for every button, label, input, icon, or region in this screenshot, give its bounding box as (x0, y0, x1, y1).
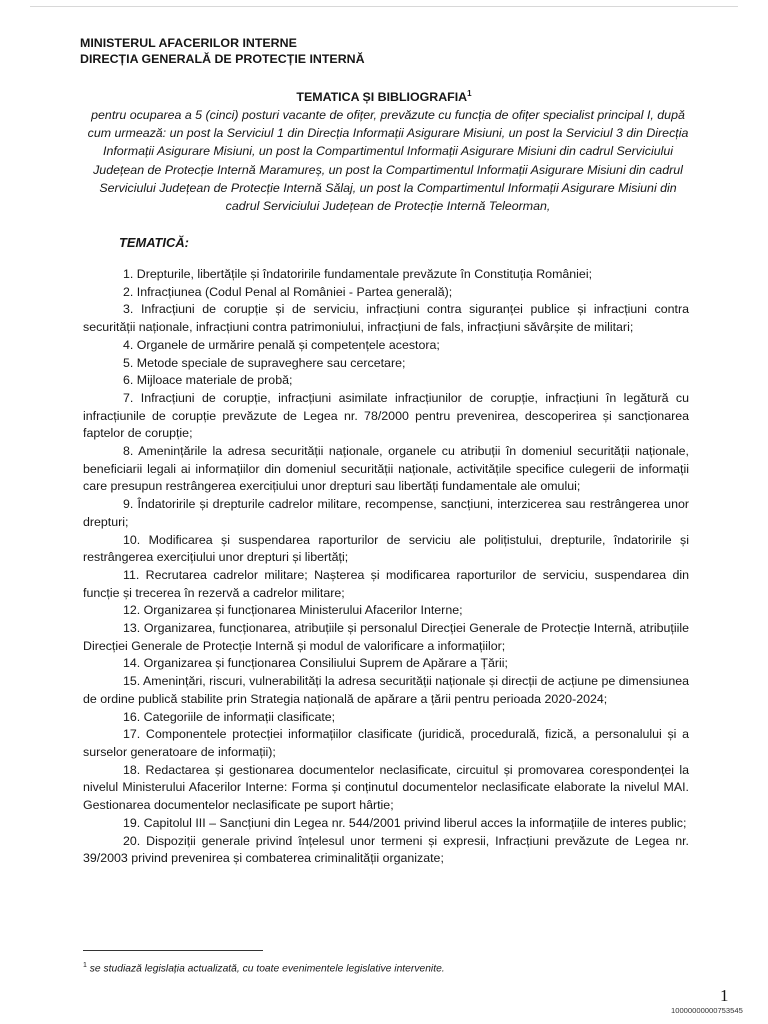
topic-item: 11. Recrutarea cadrelor militare; Nașterea și modificarea raporturilor de serviciu, suspendarea din funcție și trecerea în rezervă a cadrelor militare; (83, 567, 689, 600)
topic-item: 1. Drepturile, libertățile și îndatoririle fundamentale prevăzute în Constituția României; (123, 267, 593, 281)
topic-item: 17. Componentele protecției informațiilor clasificate (juridică, procedurală, fizică, a personalului și a surselor generatoare de informații); (83, 727, 689, 759)
topic-item: 2. Infracțiunea (Codul Penal al României - Partea generală); (123, 284, 453, 299)
topic-item: 15. Amenințări, riscuri, vulnerabilități la adresa securității naționale și direcții de acțiune pe dimensiunea de ordine publică stabilite prin Strategia națională de apărare a țării pentru perioada 2020-2024; (83, 674, 689, 706)
document-title (0, 90, 768, 105)
topic-item: 5. Metode speciale de supraveghere sau cercetare; (123, 355, 406, 370)
topic-item: 3. Infracțiuni de corupție și de serviciu, infracțiuni contra siguranței publice și infracțiuni contra securității naționale, infracțiuni contra patrimoniului, infracțiuni de fals, infracțiuni săvârșite de militari; (83, 302, 689, 335)
topic-item: 20. Dispoziții generale privind înțelesul unor termeni și expresii, Infracțiuni prevăzute de Legea nr. 39/2003 privind prevenirea și combaterea criminalității organizate; (83, 833, 689, 866)
title-footnote-marker: 1 (467, 88, 472, 98)
ministry-name: MINISTERUL AFACERILOR INTERNE (80, 36, 297, 50)
topic-item: 6. Mijloace materiale de probă; (123, 373, 293, 388)
topic-item: 19. Capitolul III – Sancțiuni din Legea nr. 544/2001 privind liberul acces la informațiile de interes public; (123, 815, 687, 830)
topic-list (83, 266, 689, 868)
topic-item: 10. Modificarea și suspendarea raporturilor de serviciu ale polițistului, drepturile, îndatoririle și restrângerea exercițiului unor drepturi și libertăți; (83, 532, 689, 565)
scan-edge-line (30, 6, 738, 7)
title-text: TEMATICA ȘI BIBLIOGRAFIA (296, 90, 468, 104)
topic-item: 8. Amenințările la adresa securității naționale, organele cu atribuții în domeniul securității naționale, beneficiarii legali ai informațiilor din domeniul securității naționale, activitățile specifice culegerii de informații care presupun restrângerea exercițiului unor drepturi sau libertăți fundamentale ale omului; (83, 444, 689, 494)
footnote-marker: 1 (83, 962, 87, 969)
intro-paragraph: pentru ocuparea a 5 (cinci) posturi vacante de ofițer, prevăzute cu funcția de ofițer specialist principal I, după cum urmează: un post la Serviciul 1 din Direcția Informații Asigurare Misiuni, un post la Serviciul 3 din Direcția Informații Asigurare Misiuni, un post la Compartimentul Informații Asigurare Misiuni din cadrul Serviciului Județean de Protecție Internă Maramureș, un post la Compartimentul Informații Asigurare Misiuni din cadrul Serviciului Județean de Protecție Internă Sălaj, un post la Compartimentul Informații Asigurare Misiuni din cadrul Serviciului Județean de Protecție Internă Teleorman, (87, 108, 689, 214)
footnote-text: se studiază legislația actualizată, cu toate evenimentele legislative intervenite. (89, 963, 445, 975)
page-number: 1 (720, 986, 729, 1005)
document-code: 10000000000753545 (671, 1006, 743, 1015)
topic-item: 4. Organele de urmărire penală și competențele acestora; (123, 337, 440, 352)
topic-item: 13. Organizarea, funcționarea, atribuțiile și personalul Direcției Generale de Protecție Internă, atribuțiile Direcției Generale de Protecție Internă și modul de valorificare a informațiilor; (83, 621, 689, 653)
topic-item: 14. Organizarea și funcționarea Consiliului Suprem de Apărare a Țării; (123, 656, 508, 671)
document-header (80, 35, 365, 67)
footnote-divider (83, 950, 263, 951)
topic-item: 9. Îndatoririle și drepturile cadrelor militare, recompense, sancțiuni, interzicerea sau restrângerea unor drepturi; (83, 497, 689, 529)
section-heading: TEMATICĂ: (119, 235, 189, 250)
footnote (83, 962, 445, 974)
directorate-name: DIRECȚIA GENERALĂ DE PROTECȚIE INTERNĂ (80, 52, 365, 66)
topic-item: 12. Organizarea și funcționarea Ministerului Afacerilor Interne; (123, 603, 463, 618)
topic-item: 18. Redactarea și gestionarea documentelor neclasificate, circuitul și promovarea corespondenței la nivelul Ministerului Afacerilor Interne: Forma și conținutul documentelor neclasificate elaborate la nivelul MAI. Gestionarea documentelor neclasificate pe suport hârtie; (83, 762, 689, 813)
topic-item: 7. Infracțiuni de corupție, infracțiuni asimilate infracțiunilor de corupție, infracțiuni în legătură cu infracțiunile de corupție prevăzute de Legea nr. 78/2000 pentru prevenirea, descoperirea și sancționarea faptelor de corupție; (83, 390, 689, 441)
topic-item: 16. Categoriile de informații clasificate; (123, 709, 336, 724)
